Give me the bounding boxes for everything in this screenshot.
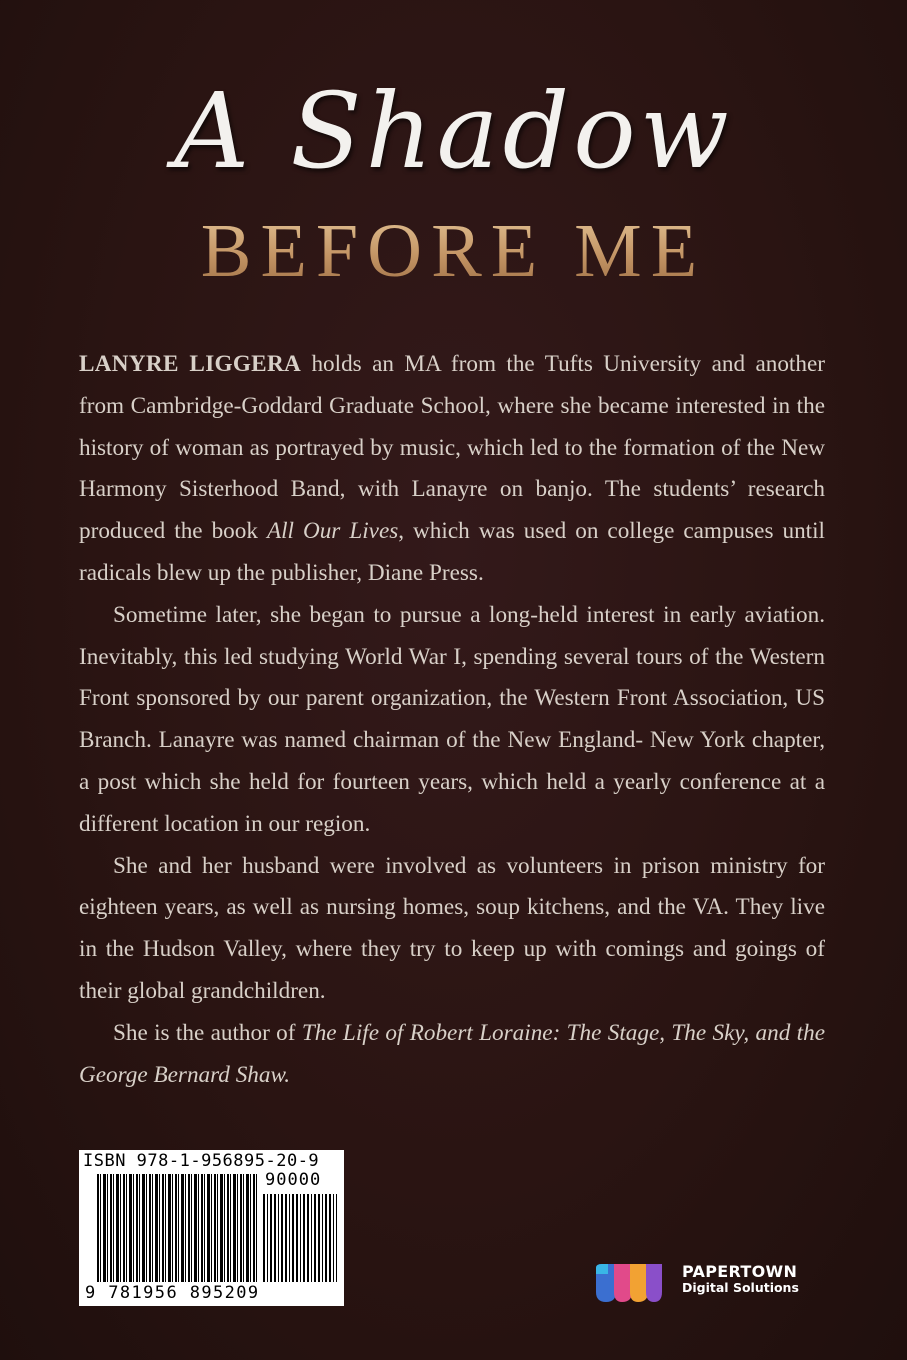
isbn-label: ISBN 978-1-956895-20-9 [83, 1151, 320, 1171]
bio-paragraph-2: Sometime later, she began to pursue a long-held interest in early aviation. Inevitably, this led studying World War I, spending several tours of the Western Front sponsored by our parent organization, the Western Front Association, US Branch. Lanayre was named chairman of the New England- New York chapter, a post which she held for fourteen years, which held a yearly conference at a different location in our region. [79, 601, 825, 837]
barcode-digits: 9 781956 895209 [85, 1283, 260, 1303]
papertown-logo-icon [592, 1262, 676, 1306]
title-script-line: A Shadow [174, 70, 733, 192]
price-code: 90000 [265, 1170, 322, 1190]
publisher-logo [592, 1262, 832, 1310]
title-caps-line: BEFORE ME [0, 208, 907, 295]
publisher-name: PAPERTOWN [682, 1262, 798, 1281]
publisher-tagline: Digital Solutions [682, 1280, 799, 1295]
barcode-bars [97, 1174, 257, 1282]
bio-book-title-1: All Our Lives [266, 518, 399, 545]
bio-p1-text-b: , which was used on college campuses until radicals blew up the publisher, Diane Press. [79, 518, 825, 586]
bio-book-title-2: The Life of Robert Loraine: The Stage, The Sky, and the George Bernard Shaw. [79, 1019, 825, 1088]
bio-paragraph-3: She and her husband were involved as volunteers in prison ministry for eighteen years, as well as nursing homes, soup kitchens, and the VA. They live in the Hudson Valley, where they try to keep up with comings and goings of their global grandchildren. [79, 852, 825, 1004]
barcode-addon-bars [263, 1194, 337, 1282]
bio-paragraph-1 [79, 344, 825, 595]
author-bio [79, 344, 825, 1096]
author-name: LANYRE LIGGERA [79, 351, 302, 377]
bio-p1-text-a: holds an MA from the Tufts University and another from Cambridge-Goddard Graduate School, where she became interested in the history of woman as portrayed by music, which led to the formation of the New Harmony Sisterhood Band, with Lanayre on banjo. The students’ research produced the book [79, 351, 825, 545]
bio-p4-text: She is the author of [113, 1019, 302, 1046]
isbn-barcode [79, 1150, 344, 1306]
bio-paragraph-4 [79, 1013, 825, 1097]
